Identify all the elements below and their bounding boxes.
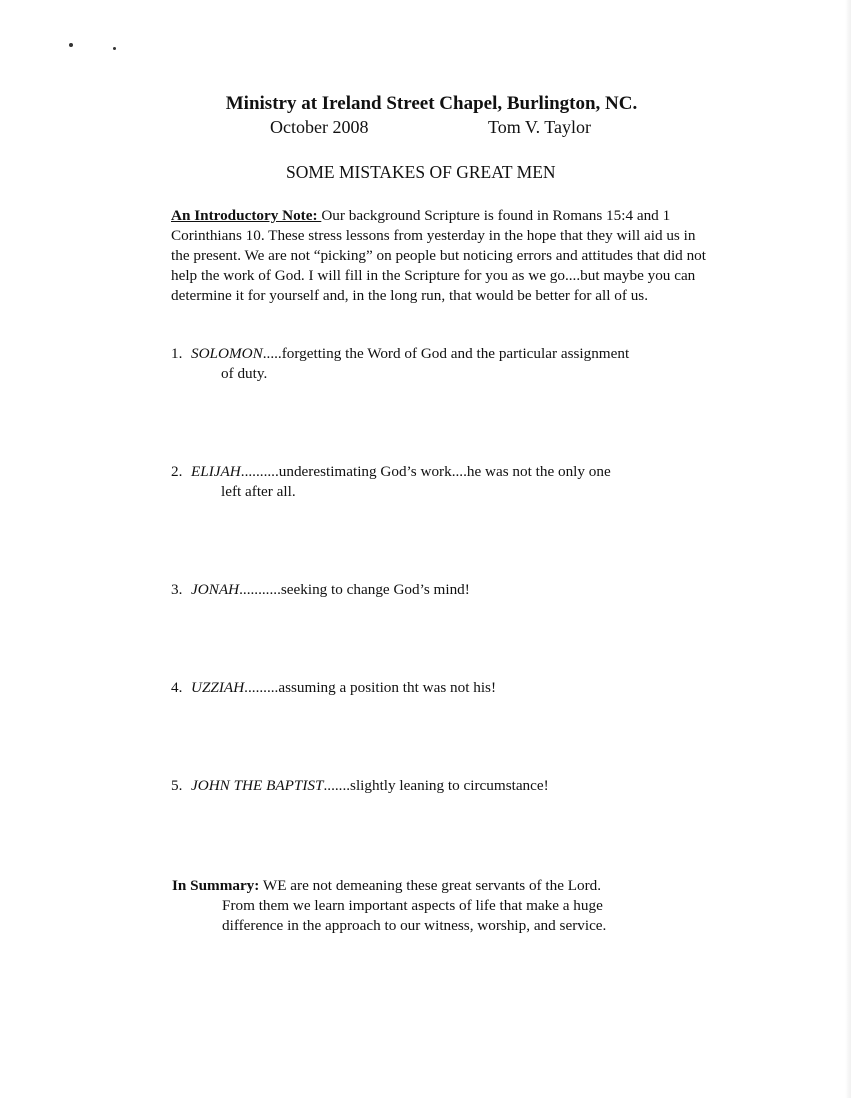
scan-speck [113, 47, 116, 50]
summary-line [172, 876, 692, 896]
item-text: .......slightly leaning to circumstance! [323, 777, 549, 794]
item-name: JOHN THE BAPTIST [191, 777, 324, 794]
item-number: 3. [171, 581, 183, 598]
item-name: UZZIAH [191, 679, 245, 696]
item-number: 1. [171, 345, 183, 362]
header-author: Tom V. Taylor [488, 117, 591, 137]
list-item-line [171, 462, 691, 482]
item-text: ..........underestimating God’s work....he was not the only one [240, 463, 611, 480]
summary-label: In Summary: [172, 877, 260, 894]
item-number: 2. [171, 463, 183, 480]
header-title: Ministry at Ireland Street Chapel, Burlington, NC. [225, 93, 638, 114]
intro-text: Our background Scripture is found in Romans 15:4 and 1 Corinthians 10. These stress lessons from yesterday in the hope that they will aid us in the present. We are not “picking” on people but noticing errors and attitudes that did not help the work of God. I will fill in the Scripture for you as we go....but maybe you can determine it for yourself and, in the long run, that would be better for all of us. [171, 207, 706, 304]
summary-text: WE are not demeaning these great servants of the Lord. [259, 877, 602, 894]
list-item-jonah [171, 580, 691, 600]
item-name: SOLOMON [191, 345, 263, 362]
list-item-line [171, 776, 691, 796]
item-text: ...........seeking to change God’s mind! [239, 581, 470, 598]
scan-edge-shadow [845, 0, 851, 1098]
item-number: 5. [171, 777, 183, 794]
list-item-line [171, 344, 691, 364]
summary-continuation: From them we learn important aspects of life that make a huge [222, 897, 603, 914]
summary-paragraph [172, 876, 692, 936]
document-title: SOME MISTAKES OF GREAT MEN [286, 162, 556, 182]
item-number: 4. [171, 679, 183, 696]
list-item-solomon [171, 344, 691, 384]
item-name: ELIJAH [191, 463, 241, 480]
intro-paragraph [171, 206, 711, 306]
summary-continuation: difference in the approach to our witness, worship, and service. [222, 917, 607, 934]
item-continuation: of duty. [221, 365, 268, 382]
scan-speck [69, 43, 73, 47]
item-name: JONAH [191, 581, 240, 598]
intro-label: An Introductory Note: [171, 207, 322, 224]
item-text: .........assuming a position tht was not his! [244, 679, 497, 696]
list-item-uzziah [171, 678, 691, 698]
list-item-elijah [171, 462, 691, 502]
list-item-line [171, 580, 691, 600]
list-item-john-the-baptist [171, 776, 691, 796]
header-date: October 2008 [270, 117, 369, 137]
list-item-line [171, 678, 691, 698]
item-text: .....forgetting the Word of God and the particular assignment [262, 345, 630, 362]
item-continuation: left after all. [221, 483, 296, 500]
